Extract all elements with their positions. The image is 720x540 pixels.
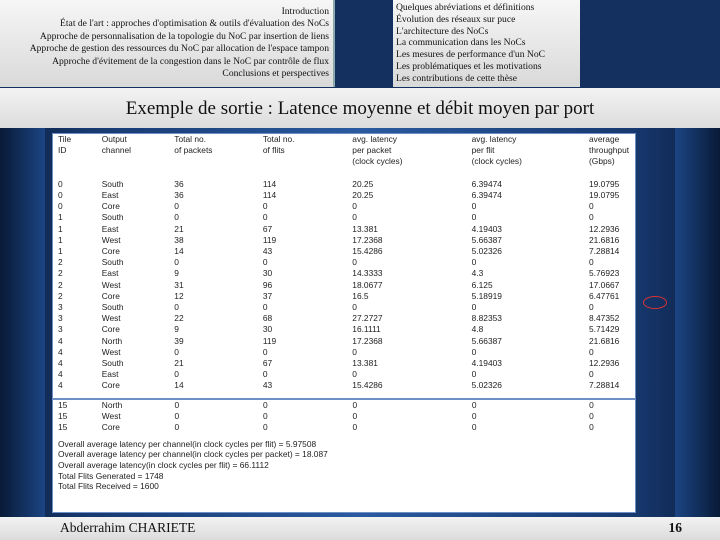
table-cell: 0 — [471, 346, 477, 357]
table-cell: 15 — [58, 411, 68, 422]
nav-subitem-problems[interactable]: Les problématiques et les motivations — [396, 60, 542, 72]
table-cell: 0 — [174, 201, 179, 212]
table-cell: 17.2368 — [352, 234, 383, 245]
results-table — [53, 134, 635, 392]
table-cell: 96 — [262, 279, 273, 290]
summary-line: Total Flits Generated = 1748 — [58, 470, 164, 481]
table-cell: 4.3 — [471, 268, 484, 279]
table-cell: 0 — [471, 201, 477, 212]
table-cell: 19.0795 — [589, 178, 620, 189]
table-cell: 0 — [262, 369, 268, 380]
table-cell: 6.47761 — [589, 290, 620, 301]
table-cell: 5.76923 — [589, 268, 620, 279]
table-cell: 13.381 — [352, 358, 378, 369]
gbps-highlight-circle — [643, 296, 667, 309]
table-cell: 0 — [471, 257, 477, 268]
table-cell: 0 — [174, 346, 179, 357]
table-cell: 67 — [262, 358, 273, 369]
table-cell: 0 — [352, 346, 357, 357]
nav-item-buffer[interactable]: Approche de gestion des ressources du NoC par allocation de l'espace tampon — [29, 43, 329, 55]
table-cell: 0 — [352, 257, 357, 268]
table-cell: 27.2727 — [352, 313, 383, 324]
table-cell: 68 — [262, 313, 273, 324]
author-name: Abderrahim CHARIETE — [60, 520, 196, 535]
header-cell: Tile — [58, 134, 72, 144]
table-cell: 0 — [589, 346, 594, 357]
header-cell: Output — [101, 134, 127, 144]
table-cell: 0 — [263, 422, 268, 433]
table-row — [53, 212, 635, 223]
table-cell: 1 — [58, 212, 63, 223]
table-cell: 119 — [262, 234, 277, 245]
table-cell: 9 — [174, 324, 179, 335]
table-cell: 16.1111 — [352, 324, 381, 335]
table-row — [53, 179, 635, 190]
table-cell: East — [101, 369, 119, 380]
table-cell: South — [101, 302, 124, 313]
table-cell: 4.8 — [471, 324, 484, 335]
table-cell: 4 — [58, 369, 63, 380]
table-row — [53, 302, 635, 313]
table-cell: 0 — [174, 212, 179, 223]
table-cell: 12 — [174, 290, 184, 301]
table-cell: 8.82353 — [471, 313, 502, 324]
table-cell: 20.25 — [352, 178, 374, 189]
nav-item-state-of-art[interactable]: État de l'art : approches d'optimisation & outils d'évaluation des NoCs — [60, 18, 329, 30]
header-cell: avg. latency — [471, 134, 517, 144]
table-cell: 31 — [174, 279, 184, 290]
table-cell: 5.66387 — [471, 335, 502, 346]
table-cell: 0 — [352, 411, 358, 422]
table-cell: 0 — [263, 400, 268, 410]
table-cell: 16.5 — [352, 290, 369, 301]
table-cell: 67 — [262, 223, 273, 234]
table-row — [53, 358, 635, 369]
table-cell: 0 — [352, 400, 358, 410]
table-cell: 0 — [589, 422, 594, 433]
header-cell: (Gbps) — [589, 156, 615, 167]
table-cell: 0 — [589, 369, 594, 380]
table-row — [53, 190, 635, 201]
table-row — [53, 291, 635, 302]
table-spacer — [53, 168, 635, 179]
table-cell: 43 — [262, 380, 273, 391]
header-cell: channel — [101, 145, 132, 156]
table-cell: 3 — [58, 324, 63, 335]
results-table-tail — [53, 400, 635, 434]
header-cell: of flits — [262, 145, 285, 156]
header-cell: per flit — [471, 145, 495, 156]
table-cell: 0 — [471, 212, 477, 223]
title-band — [0, 88, 720, 128]
nav-item-introduction[interactable]: Introduction — [281, 6, 329, 17]
table-cell: Core — [101, 324, 120, 335]
table-row — [53, 411, 635, 422]
table-cell: 4 — [58, 380, 63, 391]
table-cell: 5.71429 — [589, 324, 620, 335]
table-cell: 7.28814 — [589, 380, 620, 391]
header-cell: average — [589, 134, 620, 144]
table-cell: 0 — [352, 302, 357, 313]
table-cell: 0 — [58, 190, 63, 200]
table-cell: 38 — [174, 234, 184, 245]
table-cell: 17.0667 — [589, 279, 620, 290]
table-cell: 0 — [262, 212, 268, 223]
table-cell: South — [101, 212, 124, 223]
header-cell — [53, 156, 102, 167]
table-cell: 114 — [262, 190, 277, 200]
table-row — [53, 201, 635, 212]
summary-line: Overall average latency per channel(in clock cycles per packet) = 18.087 — [58, 449, 328, 460]
nav-item-congestion[interactable]: Approche d'évitement de la congestion dans le NoC par contrôle de flux — [52, 55, 329, 67]
table-cell: 0 — [471, 411, 477, 422]
header-cell: Total no. — [262, 134, 295, 144]
summary-block — [53, 439, 635, 493]
table-cell: 36 — [174, 178, 184, 189]
table-cell: 15 — [58, 400, 68, 410]
table-row — [53, 380, 635, 391]
summary-line: Total Flits Received = 1600 — [58, 481, 159, 492]
table-cell: East — [101, 223, 119, 234]
table-cell: 36 — [174, 190, 184, 200]
table-cell: 15.4286 — [352, 246, 383, 257]
table-cell: 30 — [262, 268, 273, 279]
table-cell: 14.3333 — [352, 268, 383, 279]
table-cell: 0 — [471, 422, 477, 433]
table-cell: 18.0677 — [352, 279, 383, 290]
table-cell: 5.66387 — [471, 234, 502, 245]
table-cell: 0 — [263, 411, 268, 422]
table-cell: 6.39474 — [471, 178, 502, 189]
table-row — [53, 324, 635, 335]
table-cell: 17.2368 — [352, 335, 383, 346]
table-cell: 14 — [174, 246, 184, 257]
table-cell: South — [101, 257, 124, 268]
table-cell: 0 — [352, 212, 357, 223]
table-cell: 2 — [58, 279, 63, 290]
table-cell: 4.19403 — [471, 358, 502, 369]
table-cell: 0 — [589, 212, 594, 223]
table-row — [53, 336, 635, 347]
table-cell: 0 — [174, 257, 179, 268]
table-cell: 4 — [58, 346, 63, 357]
table-cell: 0 — [262, 302, 268, 313]
footer-band — [0, 517, 720, 540]
table-cell: 12.2936 — [589, 358, 620, 369]
table-cell: 0 — [589, 257, 594, 268]
table-header-row — [53, 134, 635, 145]
outline-subsections — [393, 0, 580, 87]
table-cell: 114 — [262, 178, 277, 189]
table-row — [53, 400, 635, 411]
table-header-row — [53, 145, 635, 156]
table-row — [53, 246, 635, 257]
table-cell: South — [101, 178, 124, 189]
table-cell: 0 — [262, 257, 268, 268]
table-cell: 12.2936 — [589, 223, 620, 234]
table-cell: 0 — [58, 178, 63, 189]
table-cell: 0 — [174, 411, 180, 422]
table-cell: West — [101, 279, 121, 290]
table-cell: 0 — [58, 201, 63, 212]
table-cell: 1 — [58, 246, 63, 257]
header-cell: (clock cycles) — [471, 156, 522, 167]
table-cell: 9 — [174, 268, 179, 279]
table-cell: 0 — [262, 201, 268, 212]
table-cell: 0 — [471, 302, 477, 313]
table-cell: 0 — [589, 201, 594, 212]
table-cell: 13.381 — [352, 223, 378, 234]
table-cell: 1 — [58, 234, 63, 245]
table-cell: 5.18919 — [471, 290, 502, 301]
table-cell: 20.25 — [352, 190, 374, 200]
header-cell — [263, 156, 352, 167]
table-cell: 3 — [58, 302, 63, 313]
table-cell: 21.6816 — [589, 234, 620, 245]
header-cell: per packet — [352, 145, 392, 156]
table-cell: 3 — [58, 313, 63, 324]
header-cell: ID — [58, 145, 67, 156]
table-cell: 4.19403 — [471, 223, 502, 234]
table-cell: 43 — [262, 246, 273, 257]
table-cell: 7.28814 — [589, 246, 620, 257]
table-row — [53, 235, 635, 246]
table-cell: 0 — [174, 400, 180, 410]
table-cell: 0 — [352, 369, 357, 380]
table-body — [53, 179, 635, 392]
header-cell: of packets — [174, 145, 213, 156]
output-summary-screenshot — [52, 399, 636, 513]
nav-subitem-communication[interactable]: La communication dans les NoCs — [396, 37, 526, 49]
table-cell: 21.6816 — [589, 335, 620, 346]
table-row — [53, 257, 635, 268]
header-cell — [174, 156, 263, 167]
table-cell: East — [101, 190, 119, 200]
table-cell: 15.4286 — [352, 380, 383, 391]
table-cell: 22 — [174, 313, 184, 324]
table-cell: 0 — [589, 411, 594, 422]
table-cell: 2 — [58, 257, 63, 268]
table-cell: 4 — [58, 358, 63, 369]
table-cell: West — [101, 411, 121, 422]
nav-item-topology[interactable]: Approche de personnalisation de la topologie du NoC par insertion de liens — [39, 30, 329, 42]
table-cell: 0 — [174, 302, 179, 313]
table-cell: West — [101, 234, 121, 245]
nav-subitem-contributions[interactable]: Les contributions de cette thèse — [396, 72, 517, 84]
table-cell: 21 — [174, 358, 184, 369]
table-cell: 21 — [174, 223, 184, 234]
table-cell: 0 — [174, 422, 180, 433]
table-cell: Core — [101, 246, 120, 257]
summary-line: Overall average latency(in clock cycles per flit) = 66.1112 — [58, 460, 269, 471]
header-cell: Total no. — [174, 134, 206, 144]
output-table-screenshot — [52, 133, 636, 399]
table-cell: 0 — [589, 302, 594, 313]
table-row — [53, 422, 635, 433]
table-cell: 30 — [262, 324, 273, 335]
table-cell: 2 — [58, 268, 63, 279]
nav-subitem-performance[interactable]: Les mesures de performance d'un NoC — [396, 49, 546, 61]
table-cell: West — [101, 346, 121, 357]
nav-subitem-abbreviations[interactable]: Quelques abréviations et définitions — [396, 2, 535, 13]
nav-subitem-evolution[interactable]: Évolution des réseaux sur puce — [396, 13, 516, 25]
table-cell: 119 — [262, 335, 277, 346]
outline-main-sections — [0, 0, 335, 87]
table-cell: 4 — [58, 335, 63, 346]
table-cell: 6.125 — [471, 279, 493, 290]
header-cell: (clock cycles) — [352, 156, 403, 167]
table-cell: North — [101, 400, 123, 410]
summary-line: Overall average latency per channel(in clock cycles per flit) = 5.97508 — [58, 438, 317, 449]
table-cell: 0 — [352, 201, 357, 212]
table-row — [53, 224, 635, 235]
table-cell: 0 — [471, 369, 477, 380]
table-cell: 37 — [262, 290, 273, 301]
table-cell: Core — [101, 422, 120, 433]
table-row — [53, 313, 635, 324]
table-cell: 8.47352 — [589, 313, 620, 324]
table-cell: Core — [101, 380, 120, 391]
table-cell: East — [101, 268, 119, 279]
table-cell: 0 — [352, 422, 358, 433]
table-cell: 6.39474 — [471, 190, 502, 200]
table-body-tail — [53, 400, 635, 434]
table-cell: 0 — [471, 400, 477, 410]
slide-title: Exemple de sortie : Latence moyenne et débit moyen par port — [125, 98, 595, 119]
page-number: 16 — [668, 520, 682, 535]
table-row — [53, 280, 635, 291]
nav-item-conclusions[interactable]: Conclusions et perspectives — [222, 68, 329, 80]
table-cell: West — [101, 313, 121, 324]
table-cell: 2 — [58, 290, 63, 301]
table-cell: 0 — [174, 369, 179, 380]
table-cell: Core — [101, 201, 120, 212]
table-cell: 15 — [58, 422, 68, 433]
table-cell: 1 — [58, 223, 63, 234]
left-accent — [0, 128, 45, 517]
table-cell: 5.02326 — [471, 246, 502, 257]
table-cell: Core — [101, 290, 120, 301]
table-header-row — [53, 156, 635, 167]
table-cell: 5.02326 — [471, 380, 502, 391]
table-cell: 0 — [262, 346, 268, 357]
header-cell — [102, 156, 175, 167]
table-cell: North — [101, 335, 123, 346]
header-cell: avg. latency — [352, 134, 397, 144]
table-cell: 14 — [174, 380, 184, 391]
nav-subitem-architecture[interactable]: L'architecture des NoCs — [396, 25, 489, 37]
table-row — [53, 268, 635, 279]
table-row — [53, 347, 635, 358]
header-cell: throughput — [589, 145, 630, 156]
table-cell: 0 — [589, 400, 594, 410]
table-cell: 39 — [174, 335, 184, 346]
table-cell: South — [101, 358, 124, 369]
right-accent — [675, 128, 720, 517]
table-cell: 19.0795 — [589, 190, 620, 200]
table-row — [53, 369, 635, 380]
